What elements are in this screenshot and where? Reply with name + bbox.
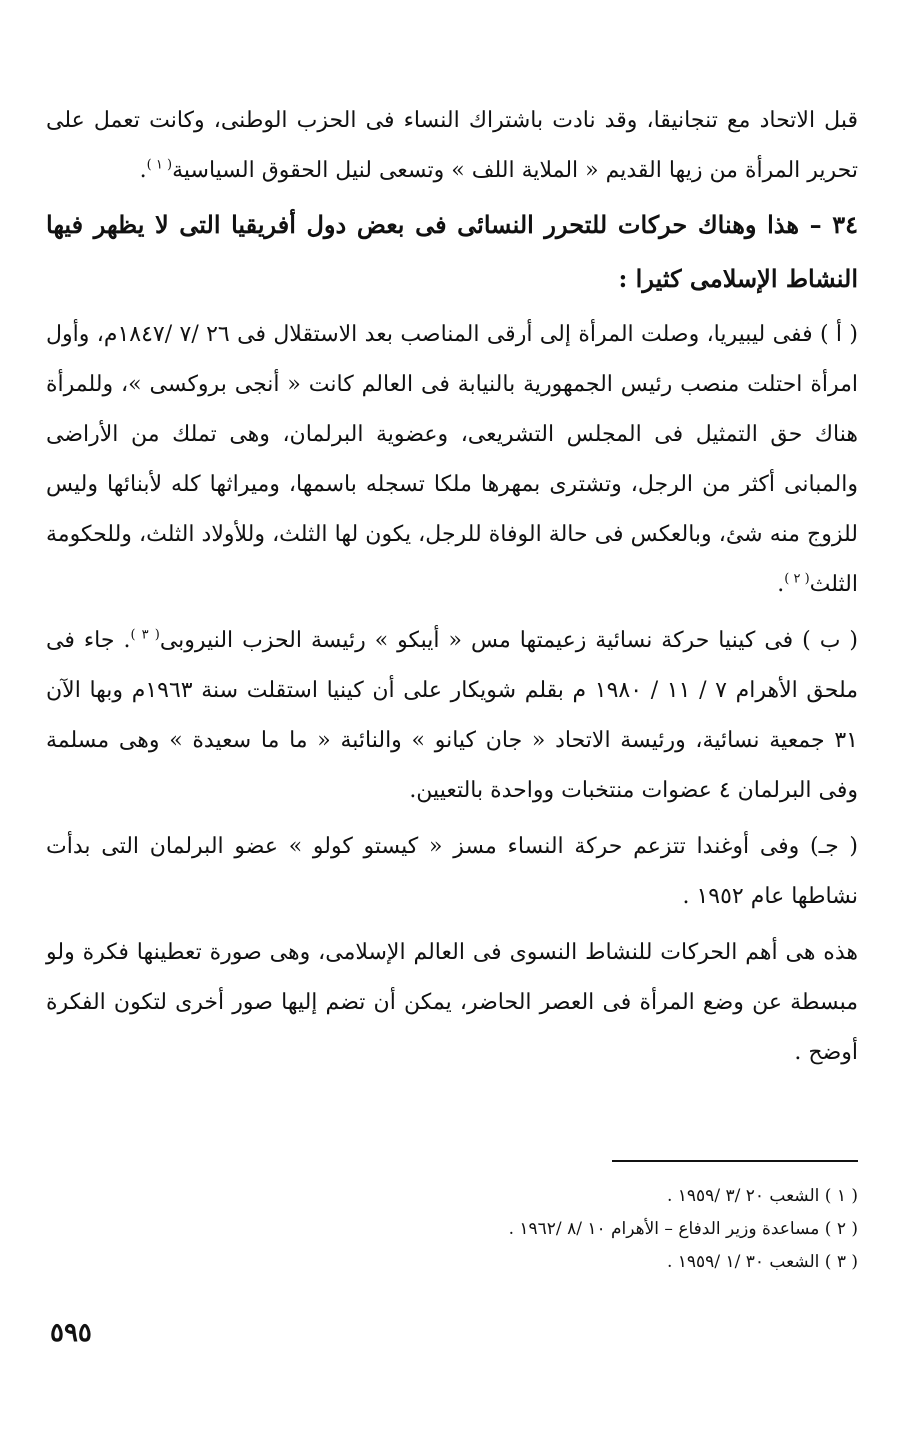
- paragraph-end: .: [777, 572, 785, 597]
- page-number: ٥٩٥: [50, 1318, 92, 1348]
- footnote-ref-2: ( ٢ ): [784, 571, 810, 587]
- paragraph-conclusion: هذه هى أهم الحركات للنشاط النسوى فى العالم الإسلامى، وهى صورة تعطينها فكرة ولو مبسطة عن وضع المرأة فى العصر الحاضر، يمكن أن تضم إليها صور أخرى لتكون الفكرة أوضح .: [46, 940, 858, 1065]
- footnote-ref-3: ( ٣ ): [130, 627, 160, 643]
- paragraph-liberia: [46, 310, 858, 610]
- section-heading: ٣٤ – هذا وهناك حركات للتحرر النسائى فى بعض دول أفريقيا التى لا يظهر فيها النشاط الإسلامى كثيرا :: [46, 210, 858, 293]
- footnote-divider: [612, 1160, 858, 1162]
- paragraph-uganda: ( جـ) وفى أوغندا تتزعم حركة النساء مسز « كيستو كولو » عضو البرلمان التى بدأت نشاطها عام ١٩٥٢ .: [46, 834, 858, 909]
- paragraph-text: ( ب ) فى كينيا حركة نسائية زعيمتها مس « أيبكو » رئيسة الحزب النيروبى: [159, 628, 858, 653]
- paragraph-end: .: [139, 158, 147, 183]
- footnote-ref-1: ( ١ ): [146, 157, 173, 173]
- page-body: [46, 96, 858, 1078]
- paragraph-text: . جاء فى ملحق الأهرام ٧ / ١١ / ١٩٨٠ م بقلم شويكار على أن كينيا استقلت سنة ١٩٦٣م وبها الآن ٣١ جمعية نسائية، ورئيسة الاتحاد « جان كيانو » والنائبة « ما ما سعيدة » وهى مسلمة وفى البرلمان ٤ عضوات منتخبات وواحدة بالتعيين.: [46, 628, 859, 803]
- paragraph-kenya: [46, 616, 858, 816]
- footnote-3: ( ٣ ) الشعب ٣٠ /١ /١٩٥٩ .: [666, 1252, 858, 1272]
- footnotes: [298, 1180, 858, 1279]
- paragraph-text: قبل الاتحاد مع تنجانيقا، وقد نادت باشتراك النساء فى الحزب الوطنى، وكانت تعمل على تحرير المرأة من زيها القديم « الملاية اللف » وتسعى لنيل الحقوق السياسية: [46, 108, 858, 183]
- footnote-2: ( ٢ ) مساعدة وزير الدفاع – الأهرام ١٠ /٨ /١٩٦٢ .: [508, 1219, 858, 1239]
- footnote-1: ( ١ ) الشعب ٢٠ /٣ /١٩٥٩ .: [666, 1186, 858, 1206]
- paragraph-text: ( أ ) ففى ليبيريا، وصلت المرأة إلى أرقى المناصب بعد الاستقلال فى ٢٦ /٧ /١٨٤٧م، وأول امرأة احتلت منصب رئيس الجمهورية بالنيابة فى العالم كانت « أنجى بروكسى »، وللمرأة هناك حق التمثيل فى المجلس التشريعى، وعضوية البرلمان، وهى تملك من الأراضى والمبانى أكثر من الرجل، وتشترى بمهرها ملكا تسجله باسمها، وميراثها كله لأبنائها وليس للزوج منه شئ، وبالعكس فى حالة الوفاة للرجل، يكون لها الثلث، وللأولاد الثلث، وللحكومة الثلث: [46, 322, 858, 597]
- paragraph-continuation: [46, 96, 858, 196]
